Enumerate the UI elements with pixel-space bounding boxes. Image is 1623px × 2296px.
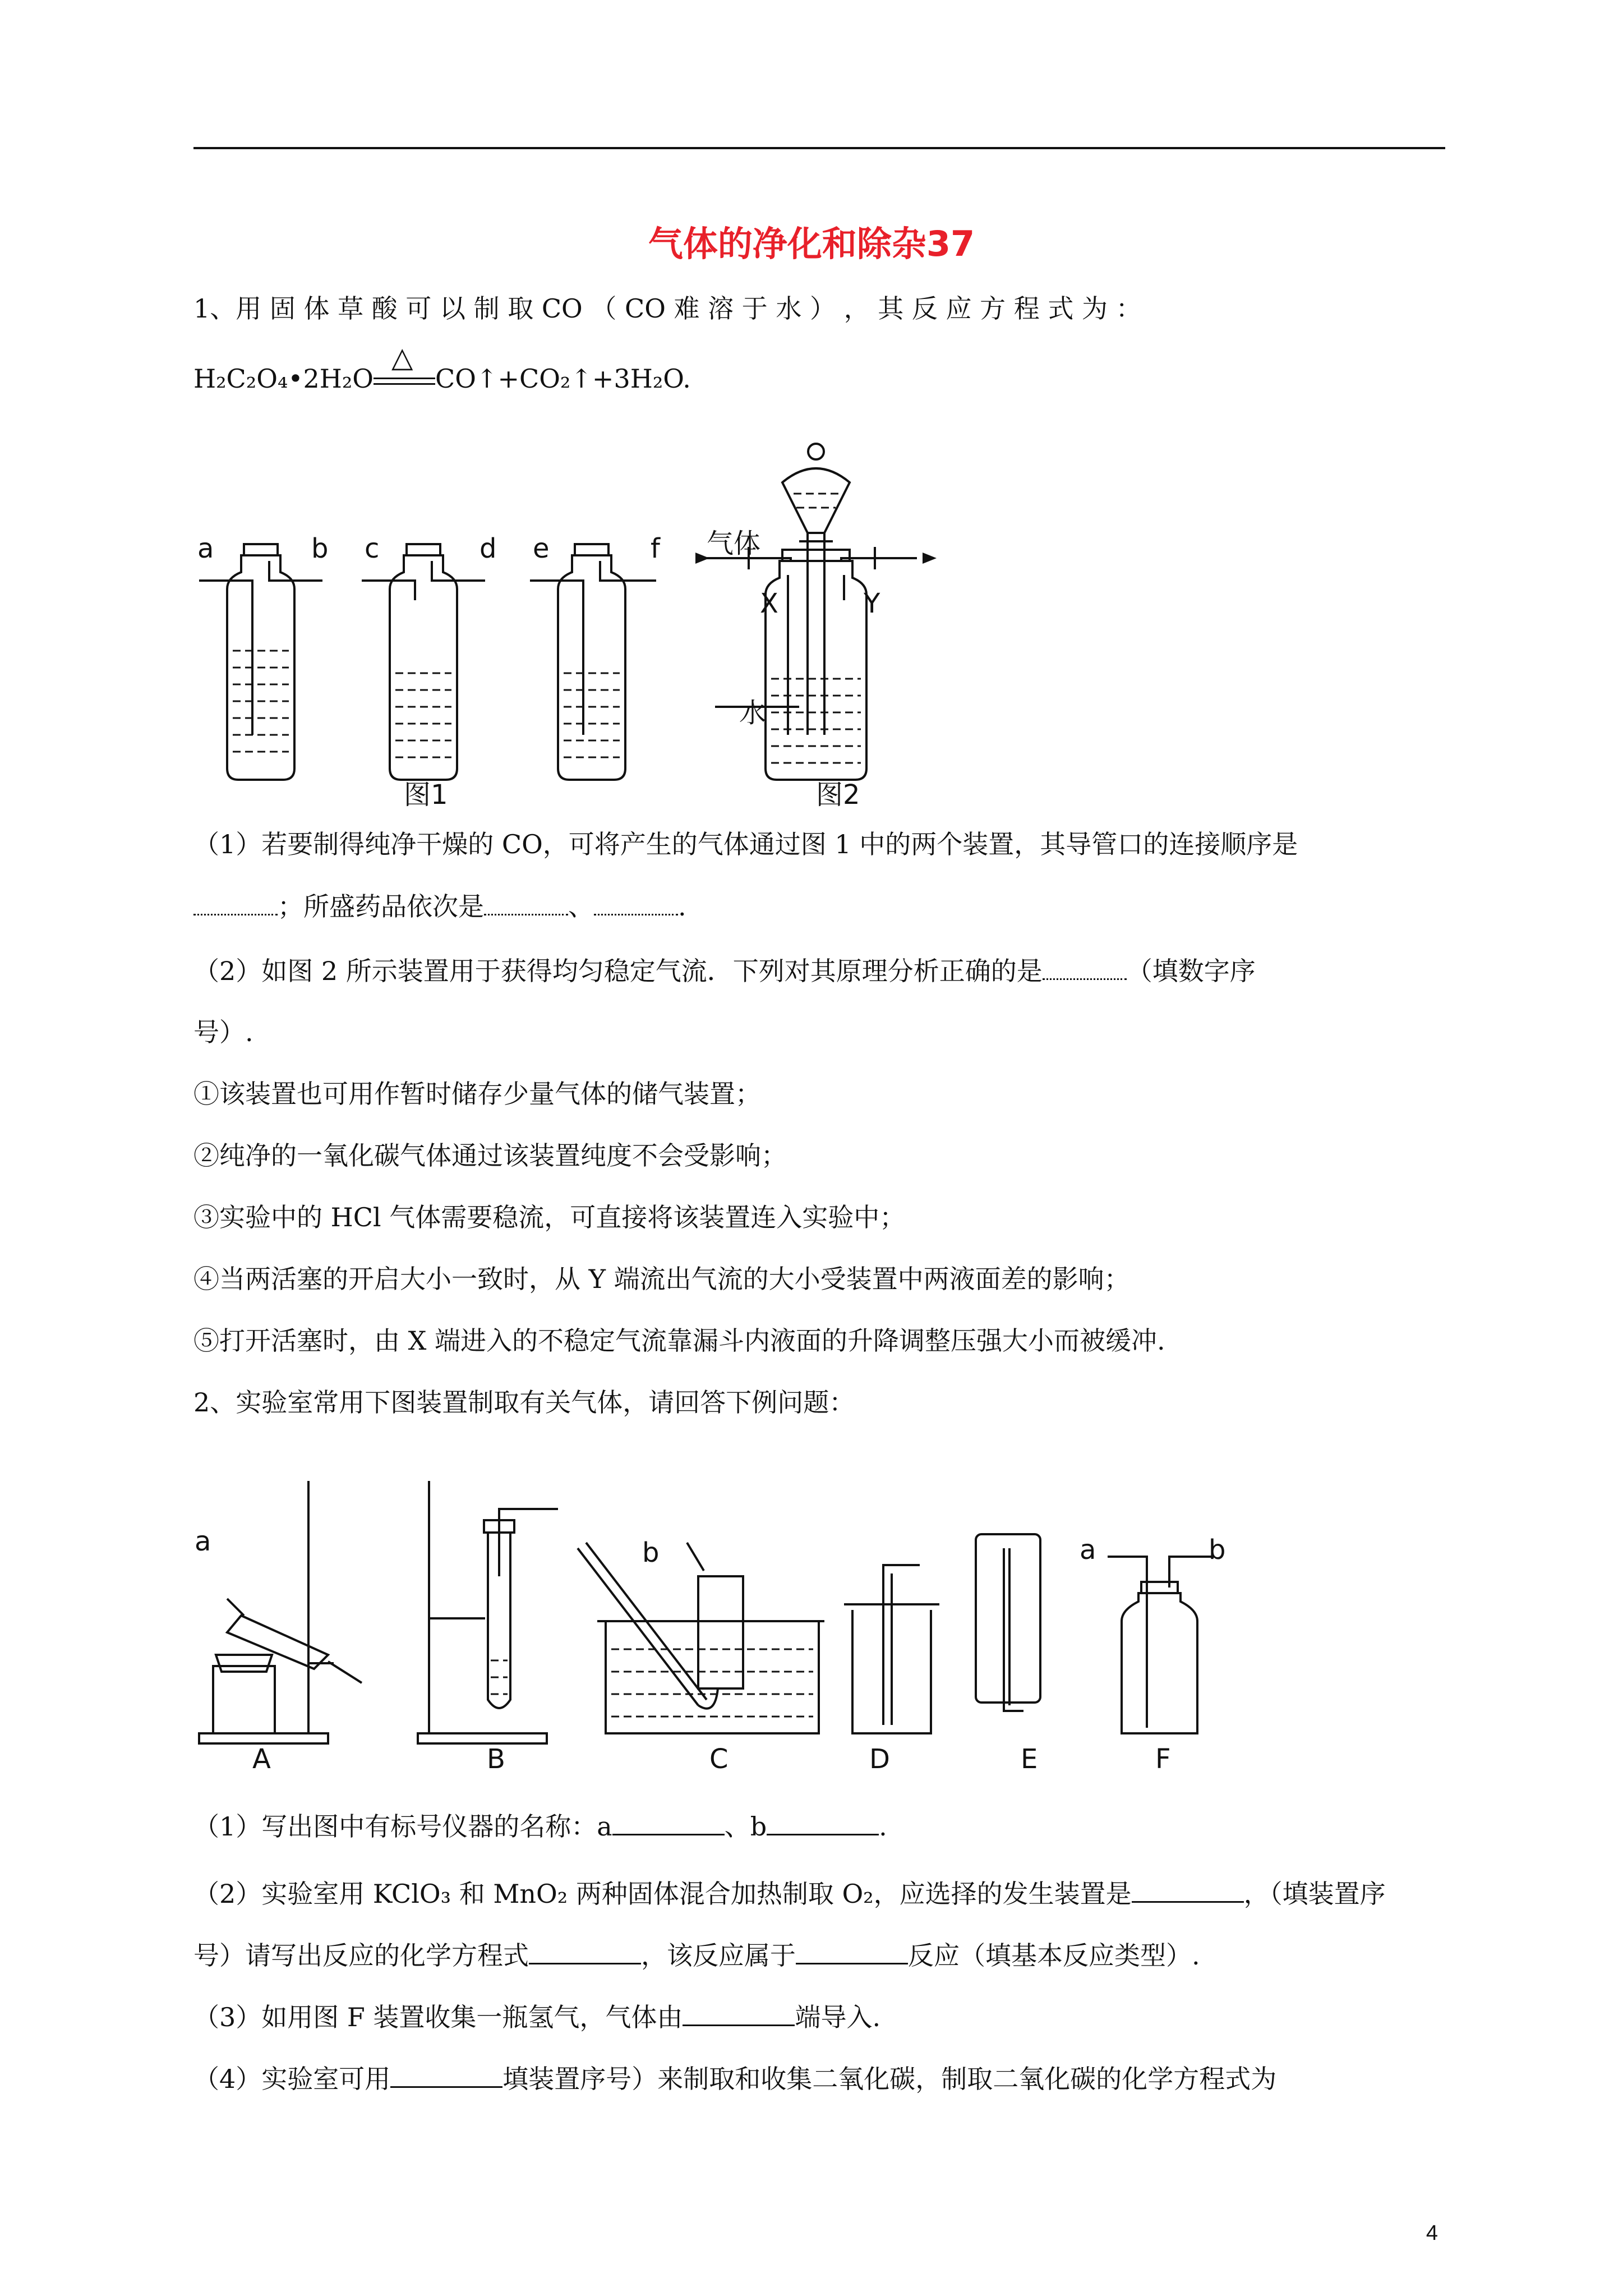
q2-sub2-line2: 号）请写出反应的化学方程式 ，该反应属于 反应（填基本反应类型）.: [193, 1938, 1200, 1972]
wash-bottle-3: [530, 544, 656, 780]
apparatus-label-a: A: [252, 1743, 271, 1775]
answer-blank[interactable]: [390, 2062, 502, 2088]
answer-blank[interactable]: [767, 1809, 879, 1835]
apparatus-b: [418, 1481, 558, 1743]
apparatus-mark-b: b: [642, 1537, 660, 1568]
answer-blank[interactable]: [529, 1938, 641, 1964]
fig1-port-a: a: [197, 533, 214, 564]
page-number: 4: [1426, 2221, 1438, 2245]
apparatus-d: [844, 1565, 939, 1733]
apparatus-mark-a: a: [195, 1526, 211, 1557]
fig1-port-e: e: [533, 533, 550, 564]
q1-option-2: ②纯净的一氧化碳气体通过该装置纯度不会受影响；: [193, 1140, 787, 1171]
fig2-valve-x: X: [760, 588, 778, 619]
answer-blank[interactable]: [594, 889, 678, 915]
apparatus-f: [1108, 1557, 1214, 1733]
q1-sub2-line2: 号）.: [193, 1017, 253, 1047]
answer-blank[interactable]: [193, 889, 278, 915]
header-rule: [193, 147, 1445, 149]
heat-icon: △: [391, 341, 413, 374]
figure-1-2: [193, 432, 979, 825]
apparatus-e: [976, 1534, 1040, 1711]
fig1-port-c: c: [365, 533, 380, 564]
fig1-port-d: d: [479, 533, 497, 564]
fig2-valve-y: Y: [864, 588, 880, 619]
equation-right: CO↑+CO₂↑+3H₂O.: [435, 364, 691, 394]
q2-sub2-line1: （2）实验室用 KClO₃ 和 MnO₂ 两种固体混合加热制取 O₂，应选择的发生装置是 ，（填装置序: [193, 1876, 1386, 1911]
apparatus-c: [578, 1543, 824, 1733]
q2-intro: 2、实验室常用下图装置制取有关气体，请回答下例问题：: [193, 1387, 855, 1418]
q1-equation: [193, 341, 691, 395]
wash-bottle-1: [199, 544, 322, 780]
apparatus-label-d: D: [869, 1743, 890, 1775]
apparatus-f-port-b: b: [1209, 1534, 1226, 1566]
q1-intro: 1、用 固 体 草 酸 可 以 制 取 CO （ CO 难 溶 于 水 ） ， 其 反 应 方 程 式 为 ：: [193, 293, 1142, 324]
fig2-gas-label: 气体: [707, 528, 761, 559]
q2-sub4: （4）实验室可用 填装置序号）来制取和收集二氧化碳，制取二氧化碳的化学方程式为: [193, 2062, 1276, 2096]
answer-blank[interactable]: [683, 2000, 795, 2026]
page-title: 气体的净化和除杂37: [648, 223, 975, 264]
q1-option-3: ③实验中的 HCl 气体需要稳流，可直接将该装置连入实验中；: [193, 1202, 906, 1232]
answer-blank[interactable]: [796, 1938, 908, 1964]
fig1-caption: 图1: [404, 779, 448, 811]
wash-bottle-2: [362, 544, 485, 780]
fig2-water-label: 水: [739, 697, 767, 729]
answer-blank[interactable]: [484, 889, 568, 915]
q1-sub1-line2: ；所盛药品依次是 、 .: [193, 889, 686, 923]
apparatus-label-b: B: [487, 1743, 505, 1775]
equation-condition: [374, 341, 435, 392]
answer-blank[interactable]: [1043, 954, 1127, 980]
equation-left: H₂C₂O₄•2H₂O: [193, 364, 374, 394]
answer-blank[interactable]: [612, 1809, 725, 1835]
fig2-caption: 图2: [816, 779, 860, 811]
q1-option-4: ④当两活塞的开启大小一致时，从 Y 端流出气流的大小受装置中两液面差的影响；: [193, 1264, 1130, 1294]
apparatus-label-e: E: [1021, 1743, 1038, 1775]
apparatus-f-port-a: a: [1080, 1534, 1096, 1566]
q1-option-5: ⑤打开活塞时，由 X 端进入的不稳定气流靠漏斗内液面的升降调整压强大小而被缓冲.: [193, 1326, 1165, 1356]
answer-blank[interactable]: [1132, 1876, 1244, 1903]
q2-sub1: （1）写出图中有标号仪器的名称：a 、b .: [193, 1809, 887, 1843]
apparatus-label-f: F: [1155, 1743, 1171, 1775]
apparatus-a: [199, 1481, 362, 1743]
q1-sub1-line1: （1）若要制得纯净干燥的 CO，可将产生的气体通过图 1 中的两个装置，其导管口的连接顺序是: [193, 829, 1298, 859]
apparatus-label-c: C: [709, 1743, 728, 1775]
fig1-port-b: b: [311, 533, 329, 564]
figure-apparatus-a-f: [193, 1464, 1259, 1761]
q2-sub3: （3）如用图 F 装置收集一瓶氢气，气体由 端导入.: [193, 2000, 880, 2034]
q1-option-1: ①该装置也可用作暂时储存少量气体的储气装置；: [193, 1079, 761, 1109]
fig1-port-f: f: [651, 533, 660, 564]
q1-sub2-line1: （2）如图 2 所示装置用于获得均匀稳定气流．下列对其原理分析正确的是 （填数字序: [193, 954, 1256, 988]
